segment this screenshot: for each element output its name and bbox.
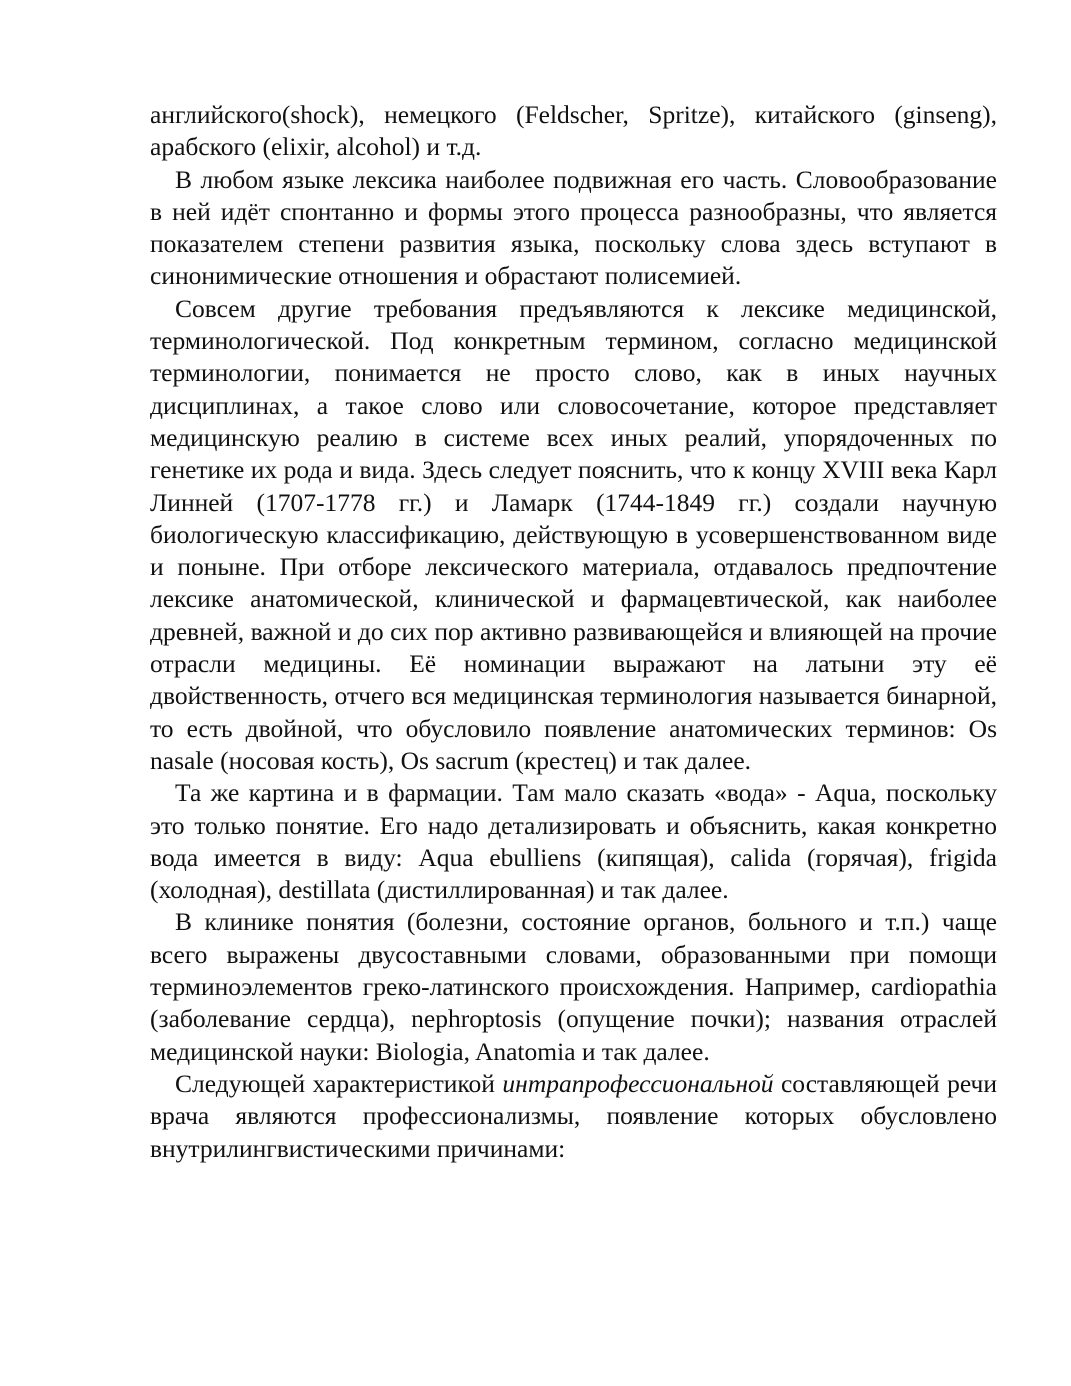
paragraph-medical-terminology: Совсем другие требования предъявляются к лексике медицинской, терминологической. Под конкретным термином, согласно медицинской терминологии, понимается не просто слово, как в иных научных дисциплинах, а такое слово или словосочетание, которое представляет медицинскую реалию в системе всех иных реалий, упорядоченных по генетике их рода и вида. Здесь следует пояснить, что к концу XVIII века Карл Линней (1707-1778 гг.) и Ламарк (1744-1849 гг.) создали научную биологическую классификацию, действующую в усовершенствованном виде и поныне. При отборе лексического материала, отдавалось предпочтение лексике анатомической, клинической и фармацевтической, как наиболее древней, важной и до сих пор активно развивающейся и влияющей на прочие отрасли медицины. Её номинации выражают на латыни эту её двойственность, отчего вся медицинская терминология называется бинарной, то есть двойной, что обусловило появление анатомических терминов: Os nasale (носовая кость), Os sacrum (крестец) и так далее. bbox=[150, 293, 997, 775]
paragraph-professionalisms bbox=[150, 1068, 997, 1165]
paragraph-clinic: В клинике понятия (болезни, состояние органов, больного и т.п.) чаще всего выражены двусоставными словами, образованными при помощи терминоэлементов греко-латинского происхождения. Например, cardiopathia (заболевание сердца), nephroptosis (опущение почки); названия отраслей медицинской науки: Biologia, Anatomia и так далее. bbox=[150, 907, 997, 1066]
paragraph-professionalisms-start: Следующей характеристикой bbox=[175, 1068, 503, 1098]
paragraph-continuation: английского(shock), немецкого (Feldscher, Spritze), китайского (ginseng), арабского (elixir, alcohol) и т.д. bbox=[150, 100, 997, 162]
document-page bbox=[150, 99, 997, 1165]
paragraph-lexicon-mobility: В любом языке лексика наиболее подвижная его часть. Словообразование в ней идёт спонтанно и формы этого процесса разнообразны, что является показателем степени развития языка, поскольку слова здесь вступают в синонимические отношения и обрастают полисемией. bbox=[150, 164, 997, 291]
paragraph-professionalisms-end: составляющей речи врача являются профессионализмы, появление которых обусловлено внутрилингвистическими причинами: bbox=[150, 1068, 997, 1163]
emphasized-term: интрапрофессиональной bbox=[502, 1068, 774, 1098]
paragraph-pharmacy: Та же картина и в фармации. Там мало сказать «вода» - Aqua, поскольку это только понятие. Его надо детализировать и объяснить, какая конкретно вода имеется в виду: Aqua ebulliens (кипящая), calida (горячая), frigida (холодная), destillata (дистиллированная) и так далее. bbox=[150, 778, 997, 905]
